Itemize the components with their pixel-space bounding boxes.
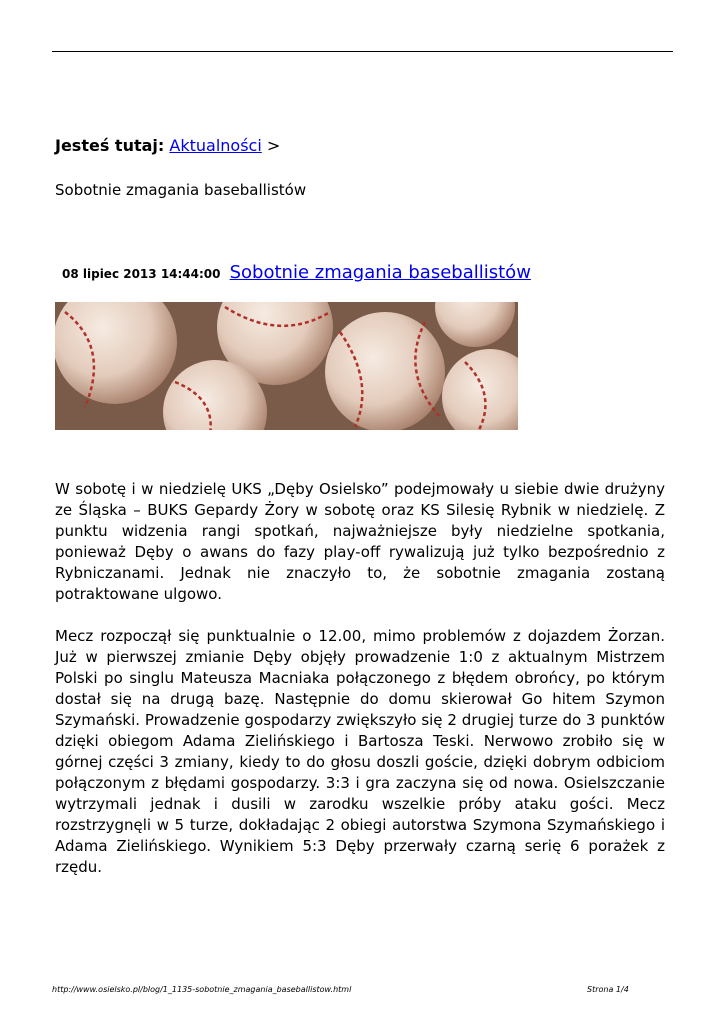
post-header [62,262,531,283]
article-paragraph: Mecz rozpoczął się punktualnie o 12.00, mimo problemów z dojazdem Żorzan. Już w pierwszej zmianie Dęby objęły prowadzenie 1:0 z aktualnym Mistrzem Polski po singlu Mateusza Macniaka połączonego z błędem obrońcy, po którym dostał się na drugą bazę. Następnie do domu skierował Go hitem Szymon Szymański. Prowadzenie gospodarzy zwiększyło się 2 drugiej turze do 3 punktów dzięki obiegom Adama Zielińskiego i Bartosza Teski. Nerwowo zrobiło się w górnej części 3 zmiany, kiedy to do głosu doszli goście, dzięki dobrym odbiciom połączonym z błędami gospodarzy. 3:3 i gra zaczyna się od nowa. Osielszczanie wytrzymali jednak i dusili w zarodku wszelkie próby ataku gości. Mecz rozstrzygnęli w 5 turze, dokładając 2 obiegi autorstwa Szymona Szymańskiego i Adama Zielińskiego. Wynikiem 5:3 Dęby przerwały czarną serię 6 porażek z rzędu. [55,627,665,876]
footer-page-number: Strona 1/4 [587,985,629,994]
breadcrumb-link-aktualnosci[interactable]: Aktualności [169,136,262,155]
breadcrumb-label: Jesteś tutaj: [55,136,165,155]
post-title-link[interactable]: Sobotnie zmagania baseballistów [229,262,531,283]
footer-url: http://www.osielsko.pl/blog/1_1135-sobotnie_zmagania_baseballistow.html [52,985,352,994]
header-rule [52,51,673,52]
post-image-baseballs [55,302,518,430]
breadcrumb-current: Sobotnie zmagania baseballistów [55,181,307,199]
post-date: 08 lipiec 2013 14:44:00 [62,267,221,281]
breadcrumb-separator: > [266,136,281,155]
article-paragraph: W sobotę i w niedzielę UKS „Dęby Osielsko” podejmowały u siebie dwie drużyny ze Śląska – BUKS Gepardy Żory w sobotę oraz KS Silesię Rybnik w niedzielę. Z punktu widzenia rangi spotkań, najważniejsze były niedzielne spotkania, ponieważ Dęby o awans do fazy play-off rywalizują już tylko bezpośrednio z Rybniczanami. Jednak nie znaczyło to, że sobotnie zmagania zostaną potraktowane ulgowo. [55,480,665,603]
baseball-shape [325,312,445,430]
breadcrumb [55,136,280,156]
